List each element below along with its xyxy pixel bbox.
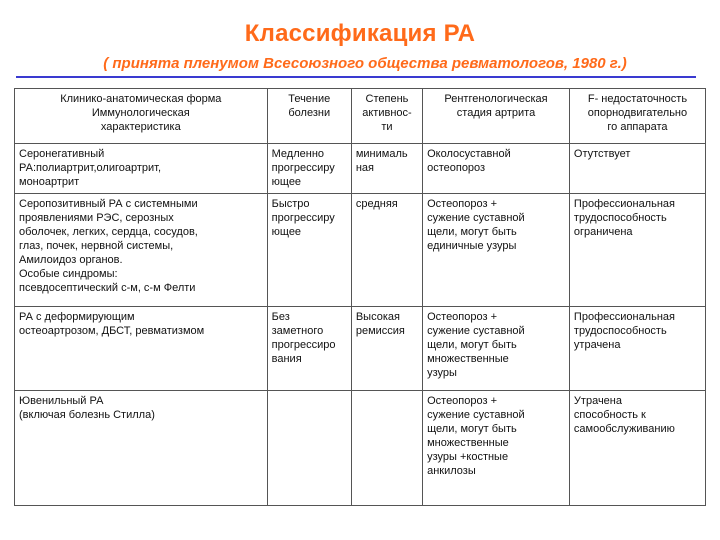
cell-line: узуры +костные: [427, 451, 509, 463]
column-header: [569, 89, 705, 144]
table-cell: [267, 307, 351, 391]
cell-line: самообслуживанию: [573, 423, 675, 435]
table-cell: [267, 144, 351, 194]
cell-line: трудоспособность: [573, 212, 667, 224]
cell-line: Амилоидоз органов.: [19, 254, 123, 266]
table-row: [15, 144, 706, 194]
cell-line: РА:полиартрит,олигоартрит,: [19, 162, 162, 174]
cell-line: Серонегативный: [19, 148, 105, 160]
table-cell: [267, 194, 351, 307]
cell-line: сужение суставной: [427, 409, 525, 421]
cell-line: сужение суставной: [427, 212, 525, 224]
cell-line: щели, могут быть: [427, 423, 517, 435]
table-cell: [569, 391, 705, 506]
table-cell: [351, 391, 422, 506]
cell-line: Профессиональная: [573, 311, 675, 323]
cell-line: прогрессиро: [271, 339, 336, 351]
column-header: [267, 89, 351, 144]
cell-line: стадия артрита: [456, 107, 536, 119]
cell-line: опорнодвигательно: [587, 107, 688, 119]
cell-line: Особые синдромы:: [19, 268, 118, 280]
table-cell: [351, 144, 422, 194]
cell-line: болезни: [288, 107, 331, 119]
cell-line: утрачена: [573, 339, 621, 351]
cell-line: глаз, почек, нервной системы,: [19, 240, 174, 252]
cell-line: Клинико-анатомическая форма: [60, 93, 222, 105]
cell-line: минималь: [355, 148, 408, 160]
cell-line: Отутствует: [573, 148, 631, 160]
cell-line: Быстро: [271, 198, 310, 210]
table-cell: [351, 194, 422, 307]
cell-line: ремиссия: [355, 325, 405, 337]
cell-line: Степень: [365, 93, 409, 105]
cell-line: Высокая: [355, 311, 400, 323]
cell-line: средняя: [355, 198, 398, 210]
cell-line: Околосуставной: [427, 148, 511, 160]
classification-table: [14, 88, 706, 506]
cell-line: Остеопороз +: [427, 311, 498, 323]
table-cell: [569, 144, 705, 194]
table-row: [15, 194, 706, 307]
column-header: [351, 89, 422, 144]
page-subtitle: ( принята пленумом Всесоюзного общества ревматологов, 1980 г.): [103, 55, 627, 72]
table-cell: [15, 194, 268, 307]
cell-line: Без: [271, 311, 290, 323]
cell-line: оболочек, легких, сердца, сосудов,: [19, 226, 198, 238]
cell-line: ющее: [271, 226, 302, 238]
cell-line: го аппарата: [607, 121, 668, 133]
cell-line: вания: [271, 353, 302, 365]
cell-line: Рентгенологическая: [444, 93, 548, 105]
table-cell: [267, 391, 351, 506]
table-cell: [15, 307, 268, 391]
table-header-row: [15, 89, 706, 144]
column-header: [423, 89, 570, 144]
cell-line: Остеопороз +: [427, 395, 498, 407]
table-cell: [15, 144, 268, 194]
cell-line: способность к: [573, 409, 646, 421]
table-cell: [569, 194, 705, 307]
cell-line: РА с деформирующим: [19, 311, 135, 323]
cell-line: моноартрит: [19, 176, 80, 188]
cell-line: узуры: [427, 367, 457, 379]
cell-line: F- недостаточность: [587, 93, 688, 105]
cell-line: псевдосептический с-м, с-м Фелти: [19, 282, 196, 294]
cell-line: Течение: [288, 93, 331, 105]
cell-line: (включая болезнь Стилла): [19, 409, 155, 421]
cell-line: множественные: [427, 437, 509, 449]
cell-line: щели, могут быть: [427, 226, 517, 238]
table-cell: [15, 391, 268, 506]
cell-line: прогрессиру: [271, 212, 335, 224]
cell-line: остеопороз: [427, 162, 486, 174]
cell-line: прогрессиру: [271, 162, 335, 174]
cell-line: трудоспособность: [573, 325, 667, 337]
cell-line: щели, могут быть: [427, 339, 517, 351]
cell-line: ти: [381, 121, 393, 133]
column-header: [15, 89, 268, 144]
title-underline: [16, 76, 696, 78]
page-title: Классификация РА: [244, 20, 476, 47]
cell-line: заметного: [271, 325, 324, 337]
table-cell: [423, 194, 570, 307]
cell-line: Иммунологическая: [91, 107, 190, 119]
cell-line: Серопозитивный РА с системными: [19, 198, 198, 210]
cell-line: единичные узуры: [427, 240, 517, 252]
table-cell: [423, 391, 570, 506]
table-row: [15, 307, 706, 391]
cell-line: характеристика: [100, 121, 181, 133]
table-cell: [351, 307, 422, 391]
cell-line: Остеопороз +: [427, 198, 498, 210]
cell-line: ющее: [271, 176, 302, 188]
cell-line: Медленно: [271, 148, 325, 160]
cell-line: остеоартрозом, ДБСТ, ревматизмом: [19, 325, 205, 337]
cell-line: Ювенильный РА: [19, 395, 104, 407]
cell-line: Профессиональная: [573, 198, 675, 210]
cell-line: проявлениями РЭС, серозных: [19, 212, 174, 224]
table-row: [15, 391, 706, 506]
cell-line: анкилозы: [427, 465, 476, 477]
cell-line: сужение суставной: [427, 325, 525, 337]
cell-line: множественные: [427, 353, 509, 365]
cell-line: ограничена: [573, 226, 633, 238]
table-cell: [423, 307, 570, 391]
cell-line: активнос-: [362, 107, 412, 119]
table-cell: [569, 307, 705, 391]
cell-line: Утрачена: [573, 395, 622, 407]
table-cell: [423, 144, 570, 194]
cell-line: ная: [355, 162, 374, 174]
